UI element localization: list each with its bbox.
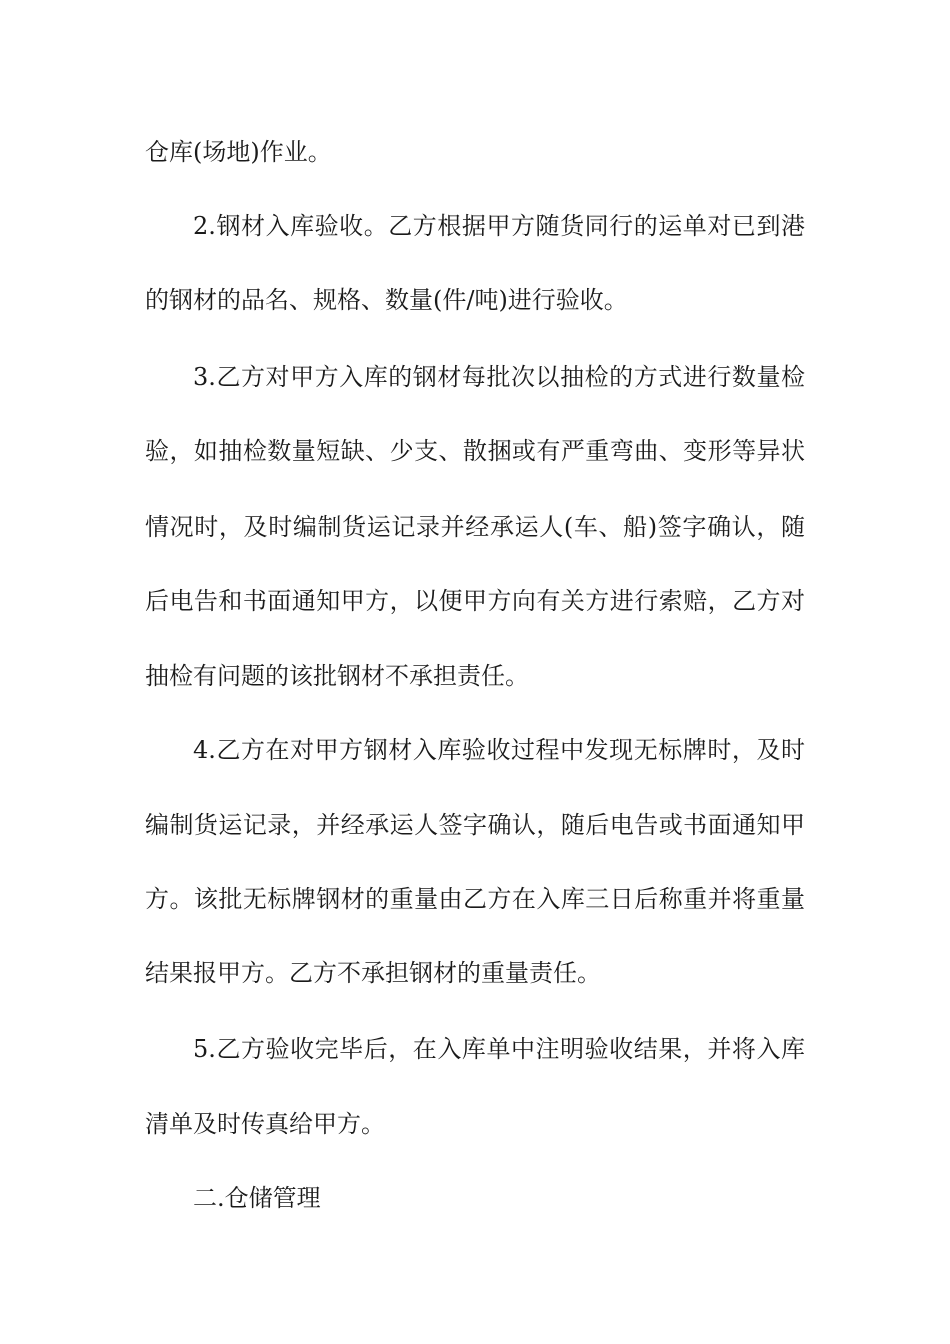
text-line: 情况时，及时编制货运记录并经承运人(车、船)签字确认，随 bbox=[145, 513, 805, 541]
text-line: 结果报甲方。乙方不承担钢材的重量责任。 bbox=[145, 959, 601, 987]
paragraph-4-line: 4.乙方在对甲方钢材入库验收过程中发现无标牌时，及时 bbox=[193, 736, 805, 764]
text-line: 的钢材的品名、规格、数量(件/吨)进行验收。 bbox=[145, 286, 628, 314]
paragraph-3-line: 3.乙方对甲方入库的钢材每批次以抽检的方式进行数量检 bbox=[193, 363, 805, 391]
paragraph-2-line: 2.钢材入库验收。乙方根据甲方随货同行的运单对已到港 bbox=[193, 212, 805, 240]
text-line: 验，如抽检数量短缺、少支、散捆或有严重弯曲、变形等异状 bbox=[145, 437, 805, 465]
text-line: 抽检有问题的该批钢材不承担责任。 bbox=[145, 662, 529, 690]
paragraph-5-line: 5.乙方验收完毕后，在入库单中注明验收结果，并将入库 bbox=[193, 1035, 805, 1063]
text-line: 清单及时传真给甲方。 bbox=[145, 1110, 385, 1138]
text-line: 编制货运记录，并经承运人签字确认，随后电告或书面通知甲 bbox=[145, 811, 805, 839]
text-line: 后电告和书面通知甲方，以便甲方向有关方进行索赔，乙方对 bbox=[145, 587, 805, 615]
section-heading: 二.仓储管理 bbox=[193, 1184, 321, 1212]
text-line: 仓库(场地)作业。 bbox=[145, 138, 332, 166]
text-line: 方。该批无标牌钢材的重量由乙方在入库三日后称重并将重量 bbox=[145, 885, 805, 913]
